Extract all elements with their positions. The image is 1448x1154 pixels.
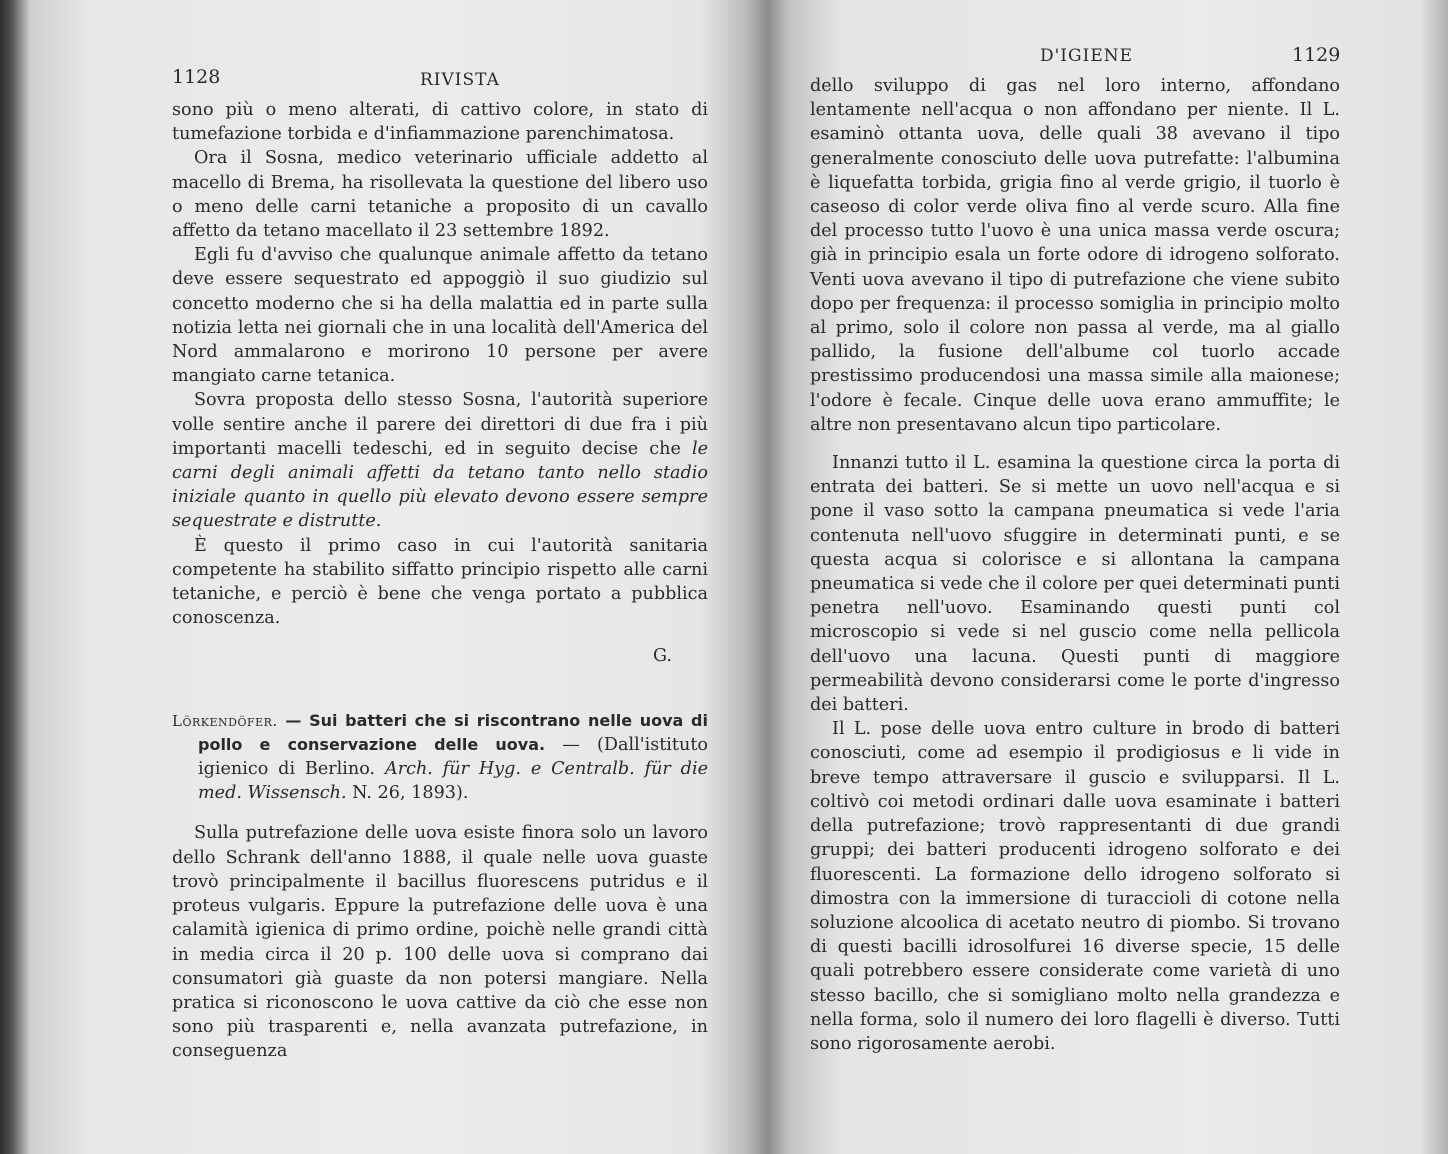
- paragraph: Egli fu d'avviso che qualunque animale affetto da tetano deve essere sequestrato ed appoggiò il suo giudizio sul concetto moderno che si ha della malattia ed in parte sulla notizia letta nei giornali che in una località dell'America del Nord ammalarono e morirono 10 persone per avere mangiato carne tetanica.: [172, 245, 708, 387]
- reference-issue: N. 26, 1893).: [346, 783, 469, 804]
- right-page: [770, 0, 1448, 1154]
- right-text-block: [810, 74, 1340, 1056]
- running-header: RIVISTA: [420, 70, 500, 90]
- paragraph: Sulla putrefazione delle uova esiste finora solo un lavoro dello Schrank dell'anno 1888, il quale nelle uova guaste trovò principalmente il bacillus fluorescens putridus e il proteus vulgaris. Eppure la putrefazione delle uova è una calamità igienica di primo ordine, poichè nelle grandi città in media circa il 20 p. 100 delle uova si comprano dai consumatori già guaste da non potersi mangiare. Nella pratica si riconoscono le uova cattive da ciò che esse non sono più trasparenti e, nella avanzata putrefazione, in conseguenza: [172, 823, 708, 1062]
- reference-source: — (Dall'istituto igienico di Berlino.: [198, 734, 708, 780]
- left-text-block: [172, 98, 708, 1064]
- article-reference: [172, 709, 708, 806]
- page-number: 1128: [172, 66, 221, 88]
- paragraph: È questo il primo caso in cui l'autorità sanitaria competente ha stabilito siffatto principio rispetto alle carni tetaniche, e perciò è bene che venga portato a pubblica conoscenza.: [172, 535, 708, 629]
- paragraph: Il L. pose delle uova entro culture in brodo di batteri conosciuti, come ad esempio il prodigiosus e li vide in breve tempo attraversare il guscio e svilupparsi. Il L. coltivò coi metodi ordinari dalle uova esaminate i batteri della putrefazione; trovò rappresentanti di due grandi gruppi; dei batteri producenti idrogeno solforato e dei fluorescenti. La formazione dello idrogeno solforato si dimostra con la immersione di turaccioli di cotone nella soluzione alcoolica di acetato neutro di piombo. Si trovano di questi bacilli idrosolfurei 16 diverse specie, 15 delle quali potrebbero essere considerate come varietà di uno stesso bacillo, che si somigliano molto nella grandezza e nella forma, solo il numero dei loro flagelli è diverso. Tutti sono rigorosamente aerobi.: [810, 719, 1340, 1054]
- page-number: 1129: [1292, 44, 1341, 66]
- reference-journal: Arch. für Hyg. e Centralb. für die med. Wissensch.: [198, 759, 708, 804]
- paragraph-text: Sovra proposta dello stesso Sosna, l'autorità superiore volle sentire anche il parere dei direttori di due fra i più importanti macelli tedeschi, ed in seguito decise che: [172, 390, 708, 459]
- running-header: D'IGIENE: [1040, 46, 1134, 66]
- paragraph: sono più o meno alterati, di cattivo colore, in stato di tumefazione torbida e d'infiammazione parenchimatosa.: [172, 100, 708, 145]
- paragraph: [172, 388, 708, 533]
- reference-title: — Sui batteri che si riscontrano nelle uova di pollo e conservazione delle uova.: [198, 710, 708, 754]
- paragraph: dello sviluppo di gas nel loro interno, affondano lentamente nell'acqua o non affondano per niente. Il L. esaminò ottanta uova, delle quali 38 avevano il tipo generalmente conosciuto delle uova putrefatte: l'albumina è liquefatta torbida, grigia fino al verde grigio, il tuorlo è caseoso di color verde oliva fino al verde scuro. Alla fine del processo tutto l'uovo è una unica massa verde oscura; già in principio esala un forte odore di idrogeno solforato. Venti uova avevano il tipo di putrefazione che viene subito dopo per frequenza: il processo somiglia in principio molto al primo, solo il colore non passa al verde, ma al giallo pallido, la fusione dell'albume col tuorlo accade prestissimo producendosi una massa simile alla maionese; l'odore è fecale. Cinque delle uova erano ammuffite; le altre non presentavano alcun tipo particolare.: [810, 76, 1340, 435]
- reference-author: Lörkendöfer.: [172, 711, 278, 730]
- paragraph: Ora il Sosna, medico veterinario ufficiale addetto al macello di Brema, ha risollevata la questione del libero uso o meno delle carni tetaniche a proposito di un cavallo affetto da tetano macellato il 23 settembre 1892.: [172, 148, 708, 242]
- italic-quote: le carni degli animali affetti da tetano tanto nello stadio iniziale quanto in quello più elevato devono essere sempre sequestrate e distrutte.: [172, 438, 708, 532]
- signature: G.: [652, 646, 672, 667]
- paragraph: Innanzi tutto il L. esamina la questione circa la porta di entrata dei batteri. Se si mette un uovo nell'acqua e si pone il vaso sotto la campana pneumatica si vede l'aria contenuta nell'uovo sfuggire in determinati punti, e se questa acqua si colorisce e si allontana la campana pneumatica si vede che il colore per quei determinati punti penetra nell'uovo. Esaminando questi punti col microscopio si vede si nel guscio come nella pellicola dell'uovo una lacuna. Questi punti di maggiore permeabilità devono considerarsi come le porte d'ingresso dei batteri.: [810, 453, 1340, 716]
